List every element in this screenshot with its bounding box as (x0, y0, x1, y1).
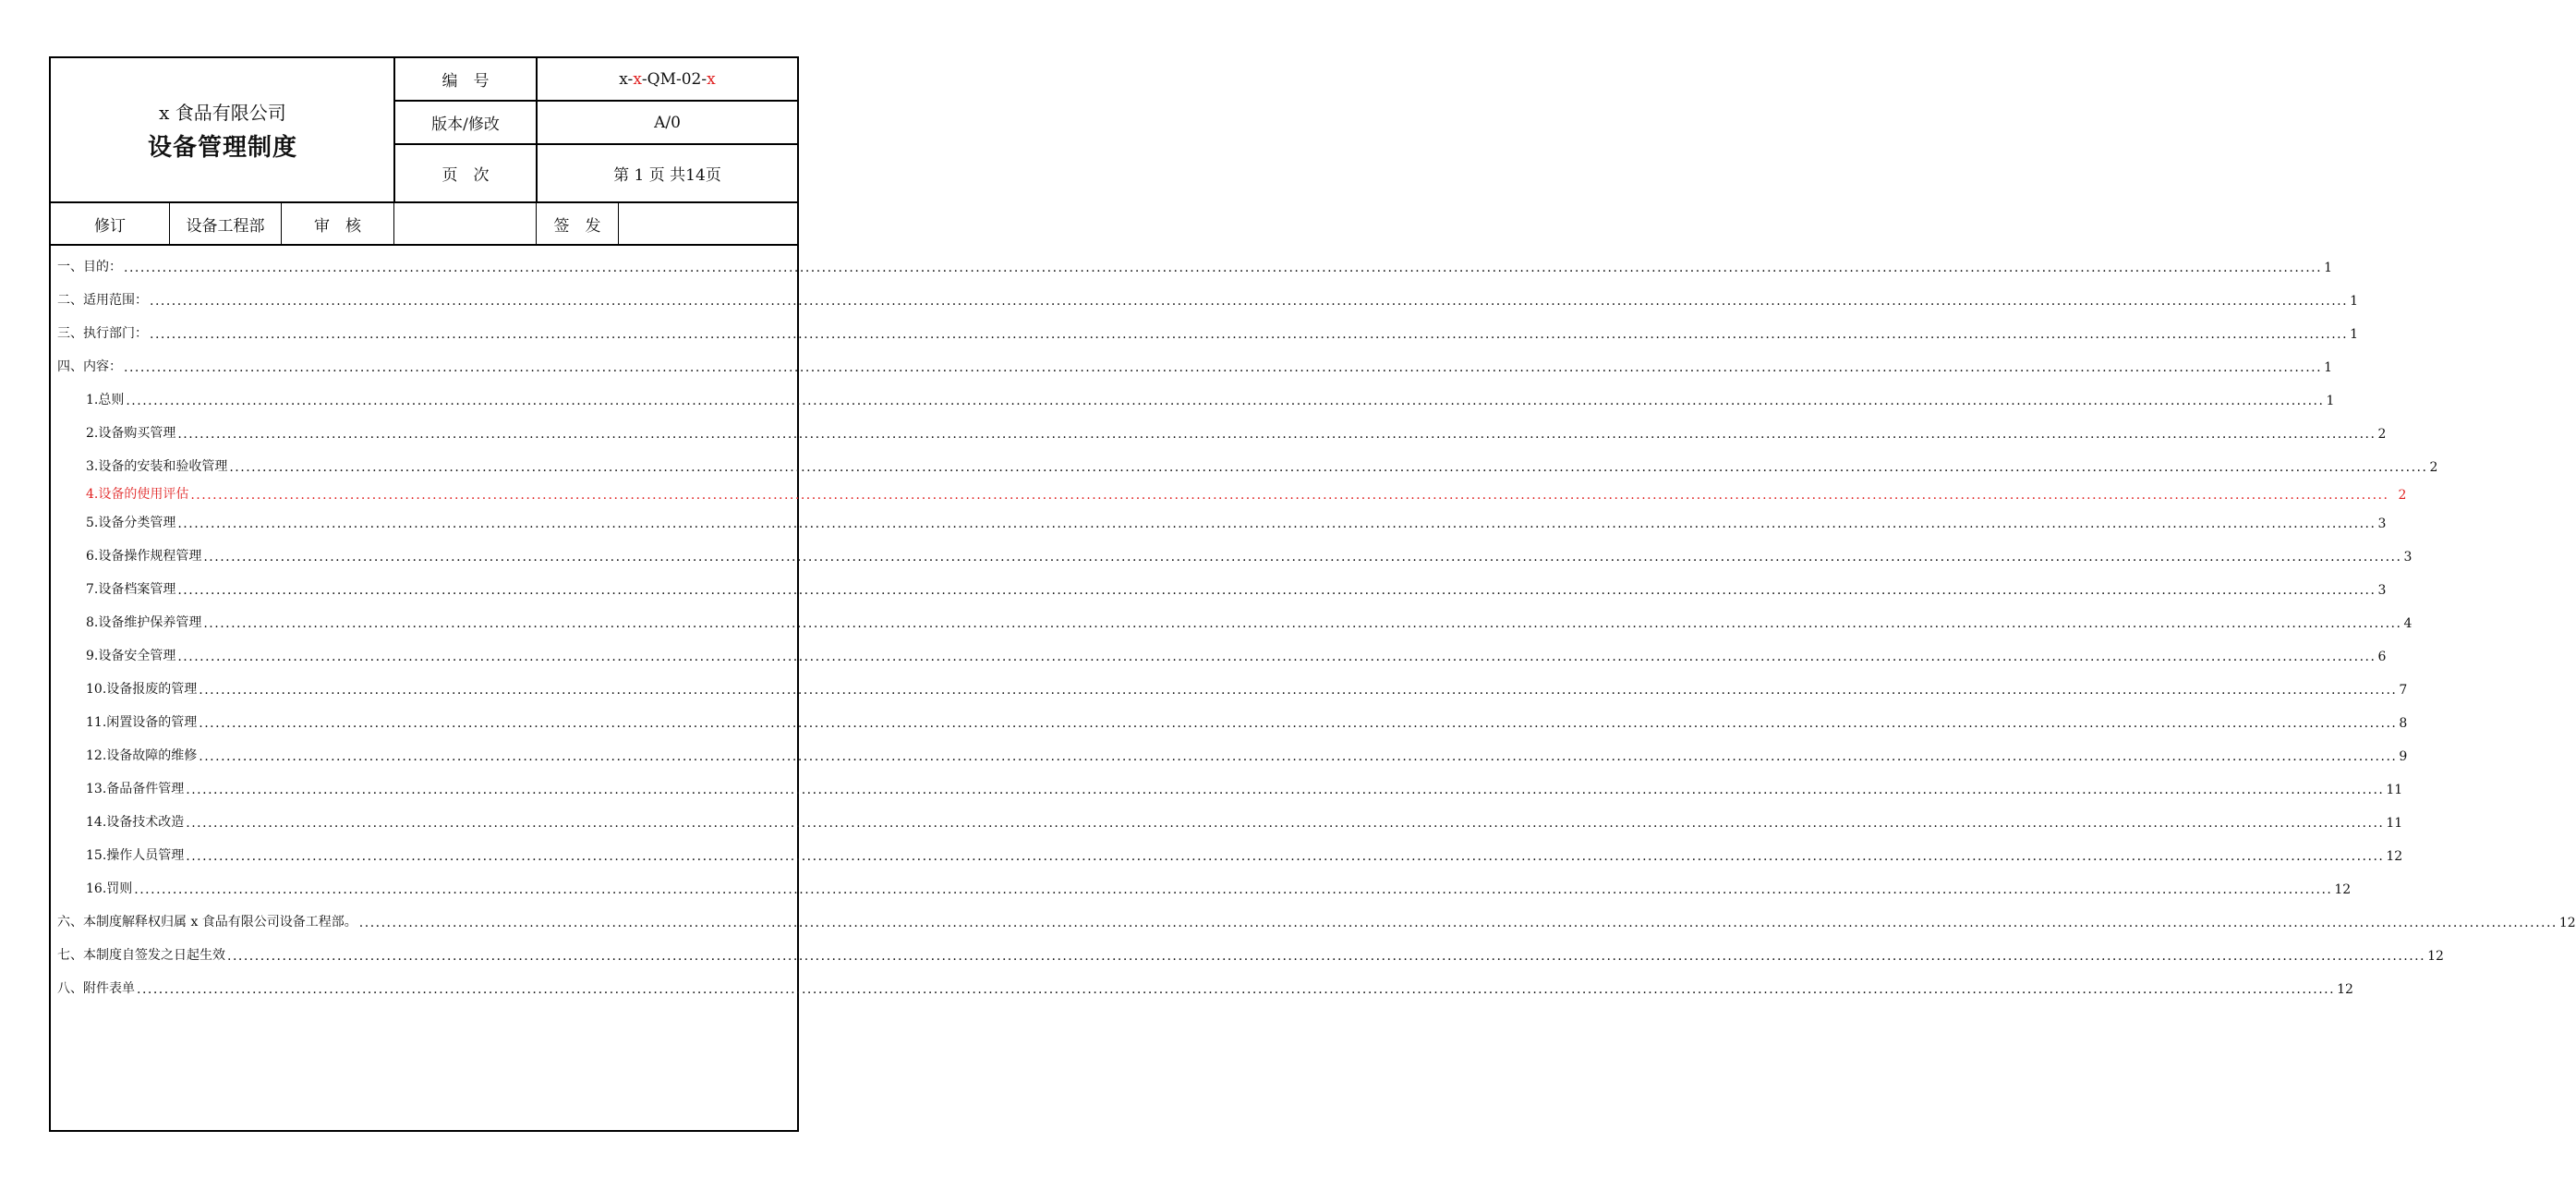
toc-entry[interactable] (51, 677, 2408, 698)
toc-entry-label: 7.设备档案管理 (86, 582, 176, 597)
toc-entry-page: 7 (2399, 683, 2408, 698)
toc-entry-label: 5.设备分类管理 (86, 516, 176, 530)
toc-entry-page: 3 (2377, 583, 2387, 598)
toc-entry-page: 2 (2429, 460, 2438, 475)
toc-entry[interactable] (51, 577, 2387, 598)
toc-entry-page: 2 (2398, 488, 2407, 503)
toc-entry-label: 七、本制度自签发之日起生效 (57, 948, 225, 963)
toc-entry[interactable] (51, 977, 2353, 997)
title-block (51, 58, 394, 201)
toc-entry-label: 三、执行部门： (57, 326, 148, 341)
toc-entry[interactable] (51, 421, 2387, 442)
code-part: x- (619, 69, 634, 89)
toc-entry-label: 1.总则 (86, 393, 125, 407)
toc-leader-dots: ................................................................................................................................................................................................................................................................................................................................................................................................................ (137, 982, 2336, 997)
toc-entry[interactable] (51, 711, 2408, 731)
toc-entry[interactable] (51, 288, 2358, 309)
toc-entry-page: 12 (2386, 849, 2403, 864)
toc-entry[interactable] (51, 355, 2332, 375)
toc-entry[interactable] (51, 322, 2358, 342)
page-value: 第 1 页 共14页 (613, 166, 721, 185)
toc-leader-dots: ................................................................................................................................................................................................................................................................................................................................................................................................................ (190, 488, 2389, 503)
toc-entry[interactable] (51, 388, 2335, 408)
toc-leader-dots: ................................................................................................................................................................................................................................................................................................................................................................................................................ (124, 360, 2323, 375)
toc-entry-page: 12 (2558, 916, 2576, 930)
toc-leader-dots: ................................................................................................................................................................................................................................................................................................................................................................................................................ (150, 327, 2349, 342)
version-value: A/0 (654, 113, 681, 132)
toc-entry[interactable] (51, 744, 2408, 764)
code-part: -QM-02- (641, 69, 707, 89)
divider (51, 244, 797, 246)
toc-entry-page: 11 (2386, 816, 2403, 831)
toc-entry-page: 3 (2403, 550, 2413, 565)
toc-leader-dots: ................................................................................................................................................................................................................................................................................................................................................................................................................ (150, 294, 2349, 309)
toc-leader-dots: ................................................................................................................................................................................................................................................................................................................................................................................................................ (177, 427, 2376, 442)
toc-entry[interactable] (51, 877, 2352, 897)
toc-entry-label: 一、目的： (57, 260, 122, 274)
toc-entry-label: 12.设备故障的维修 (86, 748, 198, 763)
toc-entry-label: 9.设备安全管理 (86, 649, 176, 663)
toc-entry[interactable] (51, 943, 2444, 964)
toc-leader-dots: ................................................................................................................................................................................................................................................................................................................................................................................................................ (227, 949, 2426, 964)
toc-entry-label: 8.设备维护保养管理 (86, 615, 202, 630)
document-title: 设备管理制度 (147, 133, 297, 162)
code-part-placeholder: x (633, 69, 642, 89)
toc-entry-page: 12 (2337, 982, 2353, 997)
toc-entry[interactable] (51, 810, 2403, 831)
toc-leader-dots: ................................................................................................................................................................................................................................................................................................................................................................................................................ (134, 882, 2333, 897)
toc-entry[interactable] (51, 255, 2332, 275)
toc-leader-dots: ................................................................................................................................................................................................................................................................................................................................................................................................................ (199, 683, 2398, 698)
toc-entry-label: 2.设备购买管理 (86, 426, 176, 441)
toc-leader-dots: ................................................................................................................................................................................................................................................................................................................................................................................................................ (124, 261, 2323, 275)
code-part-placeholder: x (707, 69, 716, 89)
toc-entry-page: 1 (2324, 360, 2332, 375)
toc-entry[interactable] (51, 544, 2413, 565)
toc-entry-label: 10.设备报废的管理 (86, 682, 198, 697)
toc-leader-dots: ................................................................................................................................................................................................................................................................................................................................................................................................................ (199, 716, 2398, 731)
toc-entry[interactable] (51, 910, 2576, 930)
toc-entry-label: 15.操作人员管理 (86, 848, 185, 863)
toc-entry-page: 12 (2427, 949, 2444, 964)
toc-entry-label: 4.设备的使用评估 (86, 487, 189, 502)
toc-leader-dots: ................................................................................................................................................................................................................................................................................................................................................................................................................ (177, 516, 2376, 531)
toc-entry[interactable] (51, 777, 2403, 797)
toc-entry[interactable] (51, 611, 2413, 631)
approve-value (619, 203, 797, 244)
toc-entry-page: 4 (2403, 616, 2413, 631)
toc-entry-page: 1 (2326, 394, 2335, 408)
toc-leader-dots: ................................................................................................................................................................................................................................................................................................................................................................................................................ (199, 749, 2398, 764)
review-value (394, 203, 536, 244)
company-name: x 食品有限公司 (159, 101, 286, 124)
toc-entry[interactable] (51, 482, 2407, 503)
review-label: 审 核 (314, 216, 361, 236)
toc-leader-dots: ................................................................................................................................................................................................................................................................................................................................................................................................................ (126, 394, 2325, 408)
toc-entry-page: 11 (2386, 783, 2403, 797)
toc-leader-dots: ................................................................................................................................................................................................................................................................................................................................................................................................................ (177, 650, 2376, 664)
page-label: 页 次 (441, 166, 490, 185)
code-value (538, 58, 797, 100)
toc-entry-page: 3 (2377, 516, 2387, 531)
toc-entry-page: 1 (2350, 294, 2358, 309)
revise-label: 修订 (94, 216, 126, 236)
toc-entry-label: 八、附件表单 (57, 981, 135, 996)
approval-row (51, 203, 797, 244)
approve-label: 签 发 (553, 216, 601, 236)
document-header (51, 58, 797, 201)
toc-entry[interactable] (51, 844, 2403, 864)
toc-leader-dots: ................................................................................................................................................................................................................................................................................................................................................................................................................ (186, 783, 2385, 797)
code-label: 编 号 (441, 72, 490, 91)
toc-leader-dots: ................................................................................................................................................................................................................................................................................................................................................................................................................ (229, 460, 2428, 475)
toc-entry-label: 六、本制度解释权归属 x 食品有限公司设备工程部。 (57, 915, 357, 930)
toc-entry-page: 9 (2399, 749, 2408, 764)
toc-entry-page: 6 (2377, 650, 2387, 664)
toc-entry-label: 14.设备技术改造 (86, 815, 185, 830)
toc-leader-dots: ................................................................................................................................................................................................................................................................................................................................................................................................................ (177, 583, 2376, 598)
toc-leader-dots: ................................................................................................................................................................................................................................................................................................................................................................................................................ (186, 816, 2385, 831)
toc-entry-page: 12 (2334, 882, 2352, 897)
revise-value: 设备工程部 (186, 216, 265, 236)
toc-entry-page: 8 (2399, 716, 2408, 731)
toc-entry-label: 二、适用范围： (57, 293, 148, 308)
version-label: 版本/修改 (431, 115, 500, 134)
toc-leader-dots: ................................................................................................................................................................................................................................................................................................................................................................................................................ (203, 616, 2402, 631)
toc-entry[interactable] (51, 455, 2438, 475)
toc-entry-page: 1 (2324, 261, 2332, 275)
toc-leader-dots: ................................................................................................................................................................................................................................................................................................................................................................................................................ (358, 916, 2558, 930)
toc-entry-label: 3.设备的安装和验收管理 (86, 459, 228, 474)
toc-entry-label: 11.闲置设备的管理 (86, 715, 198, 730)
toc-entry-label: 16.罚则 (86, 881, 133, 896)
toc-leader-dots: ................................................................................................................................................................................................................................................................................................................................................................................................................ (203, 550, 2402, 565)
toc-entry-page: 2 (2377, 427, 2387, 442)
toc-entry-page: 1 (2350, 327, 2358, 342)
toc-entry-label: 6.设备操作规程管理 (86, 549, 202, 564)
toc-leader-dots: ................................................................................................................................................................................................................................................................................................................................................................................................................ (186, 849, 2385, 864)
toc-entry[interactable] (51, 511, 2387, 531)
document-frame (49, 56, 2576, 1132)
toc-entry-label: 13.备品备件管理 (86, 782, 185, 796)
toc-entry[interactable] (51, 644, 2387, 664)
toc-entry-label: 四、内容： (57, 359, 122, 374)
